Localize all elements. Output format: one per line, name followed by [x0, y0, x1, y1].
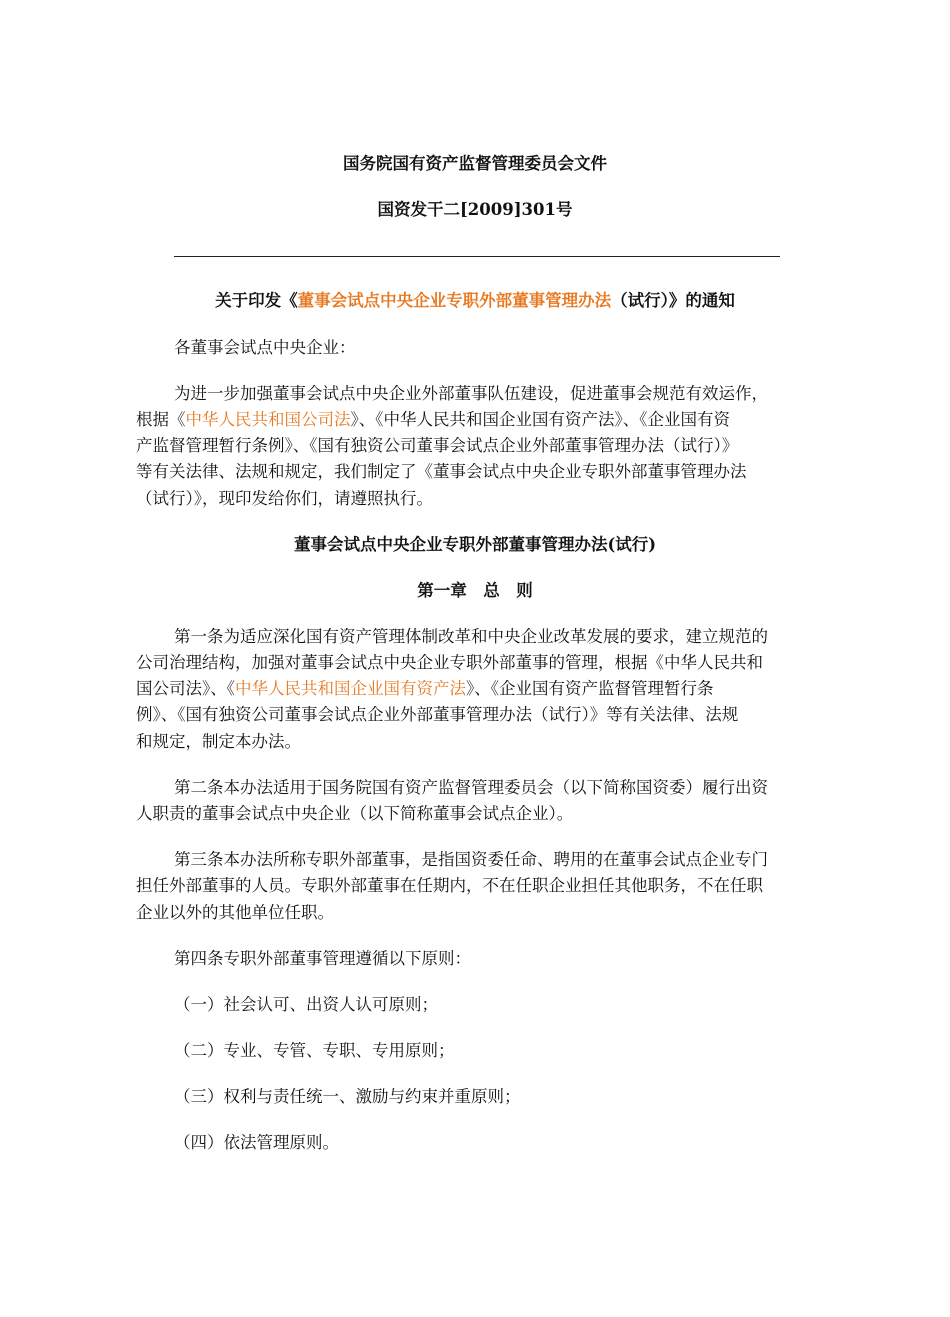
principle-item: （二）专业、专管、专职、专用原则； — [174, 1041, 455, 1060]
article-2-line-2: 人职责的董事会试点中央企业（以下简称董事会试点企业）。 — [136, 804, 574, 823]
chapter-title: 第一章 总 则 — [417, 581, 533, 600]
org-title: 国务院国有资产监督管理委员会文件 — [343, 154, 607, 173]
principle-item: （三）权利与责任统一、激励与约束并重原则； — [174, 1087, 521, 1106]
principle-item: （四）依法管理原则。 — [174, 1133, 339, 1152]
intro-line-2-suffix: 》、《中华人民共和国企业国有资产法》、《企业国有资 — [350, 410, 730, 429]
principle-item: （一）社会认可、出资人认可原则； — [174, 995, 438, 1014]
article-1-line-3-prefix: 国公司法》、《 — [136, 679, 235, 698]
article-3-line-2: 担任外部董事的人员。专职外部董事在任期内，不在任职企业担任其他职务，不在任职 — [136, 876, 763, 895]
intro-line-5: （试行）》，现印发给你们，请遵照执行。 — [136, 489, 433, 508]
header-divider — [174, 256, 780, 257]
article-2-line-1: 第二条本办法适用于国务院国有资产监督管理委员会（以下简称国资委）履行出资 — [174, 778, 768, 797]
intro-line-3: 产监督管理暂行条例》、《国有独资公司董事会试点企业外部董事管理办法（试行）》 — [136, 436, 739, 455]
article-4-intro: 第四条专职外部董事管理遵循以下原则： — [174, 949, 471, 968]
measures-title: 董事会试点中央企业专职外部董事管理办法(试行) — [293, 535, 657, 554]
intro-line-1: 为进一步加强董事会试点中央企业外部董事队伍建设，促进董事会规范有效运作， — [174, 384, 768, 403]
notice-title-suffix: （试行）》的通知 — [611, 291, 735, 310]
article-1-line-3 — [136, 678, 714, 700]
intro-line-2-prefix: 根据《 — [136, 410, 186, 429]
salutation: 各董事会试点中央企业： — [174, 338, 356, 357]
article-1-line-1: 第一条为适应深化国有资产管理体制改革和中央企业改革发展的要求，建立规范的 — [174, 627, 768, 646]
article-3-line-1: 第三条本办法所称专职外部董事，是指国资委任命、聘用的在董事会试点企业专门 — [174, 850, 768, 869]
article-1-line-4: 例》、《国有独资公司董事会试点企业外部董事管理办法（试行）》等有关法律、法规 — [136, 705, 739, 724]
intro-line-2 — [136, 409, 730, 431]
doc-number: 国资发干二[2009]301号 — [377, 200, 573, 219]
intro-line-4: 等有关法律、法规和规定，我们制定了《董事会试点中央企业专职外部董事管理办法 — [136, 462, 747, 481]
company-law-link[interactable]: 中华人民共和国公司法 — [185, 410, 351, 429]
notice-title-link[interactable]: 董事会试点中央企业专职外部董事管理办法 — [297, 291, 612, 310]
notice-title — [0, 290, 950, 312]
state-assets-law-link[interactable]: 中华人民共和国企业国有资产法 — [235, 679, 466, 698]
article-1-line-5: 和规定，制定本办法。 — [136, 732, 301, 751]
notice-title-prefix: 关于印发《 — [215, 291, 298, 310]
article-1-line-3-suffix: 》、《企业国有资产监督管理暂行条 — [466, 679, 714, 698]
article-3-line-3: 企业以外的其他单位任职。 — [136, 903, 334, 922]
article-1-line-2: 公司治理结构，加强对董事会试点中央企业专职外部董事的管理，根据《中华人民共和 — [136, 653, 763, 672]
